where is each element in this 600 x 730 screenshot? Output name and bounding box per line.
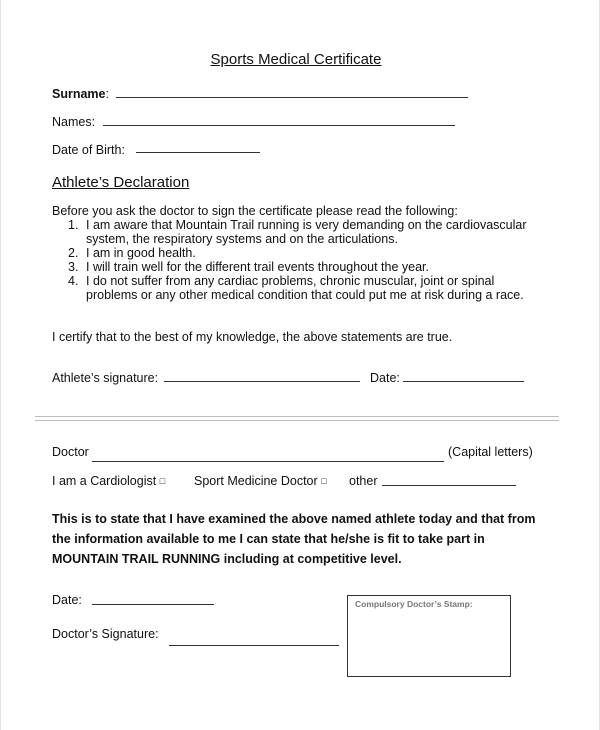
doctor-date-label: Date: [52,593,82,607]
doctor-signature-line[interactable] [169,645,339,646]
athlete-signature-label: Athlete’s signature: [52,371,159,385]
dob-line[interactable] [136,152,260,153]
declaration-intro: Before you ask the doctor to sign the certificate please read the following: [52,204,458,218]
surname-line[interactable] [116,97,468,98]
surname-label: Surname: [52,87,109,101]
cardiologist-option[interactable]: I am a Cardiologist □ [52,474,166,488]
names-line[interactable] [103,125,455,126]
dob-label: Date of Birth: [52,143,125,157]
athlete-signature-line[interactable] [164,381,360,382]
declaration-heading: Athlete’s Declaration [52,174,190,191]
athlete-date-label: Date: [370,371,400,385]
list-item: 2. I am in good health. [68,246,196,260]
certify-statement: I certify that to the best of my knowledge, the above statements are true. [52,330,453,344]
list-item: 4. I do not suffer from any cardiac problems, chronic muscular, joint or spinal problems or any other medical condition that could put me at risk during a race. [68,274,524,302]
sport-medicine-option[interactable]: Sport Medicine Doctor □ [194,474,327,488]
cardiologist-checkbox[interactable]: □ [159,476,166,486]
doctor-label: Doctor [52,445,89,459]
doctor-signature-label: Doctor’s Signature: [52,627,159,641]
other-line[interactable] [382,485,516,486]
doctor-name-line[interactable] [92,461,444,462]
sport-medicine-checkbox[interactable]: □ [321,476,327,486]
doctor-date-line[interactable] [92,604,214,605]
athlete-date-line[interactable] [403,381,524,382]
list-item: 3. I will train well for the different trail events throughout the year. [68,260,430,274]
doctor-stamp-box[interactable] [347,595,511,677]
fitness-statement: This is to state that I have examined the above named athlete today and that from the information available to me I can state that he/she is fit to take part in MOUNTAIN TRAIL RUNNING including at competitive level. [52,512,536,566]
other-option: other [349,474,378,488]
declaration-list [52,218,532,302]
names-label: Names: [52,115,96,129]
section-divider [35,416,559,421]
capital-letters-note: (Capital letters) [448,445,533,459]
page-title: Sports Medical Certificate [210,51,382,68]
stamp-label: Compulsory Doctor’s Stamp: [355,599,473,609]
list-item: 1. I am aware that Mountain Trail running is very demanding on the cardiovascular system, the respiratory systems and on the articulations. [68,218,527,246]
